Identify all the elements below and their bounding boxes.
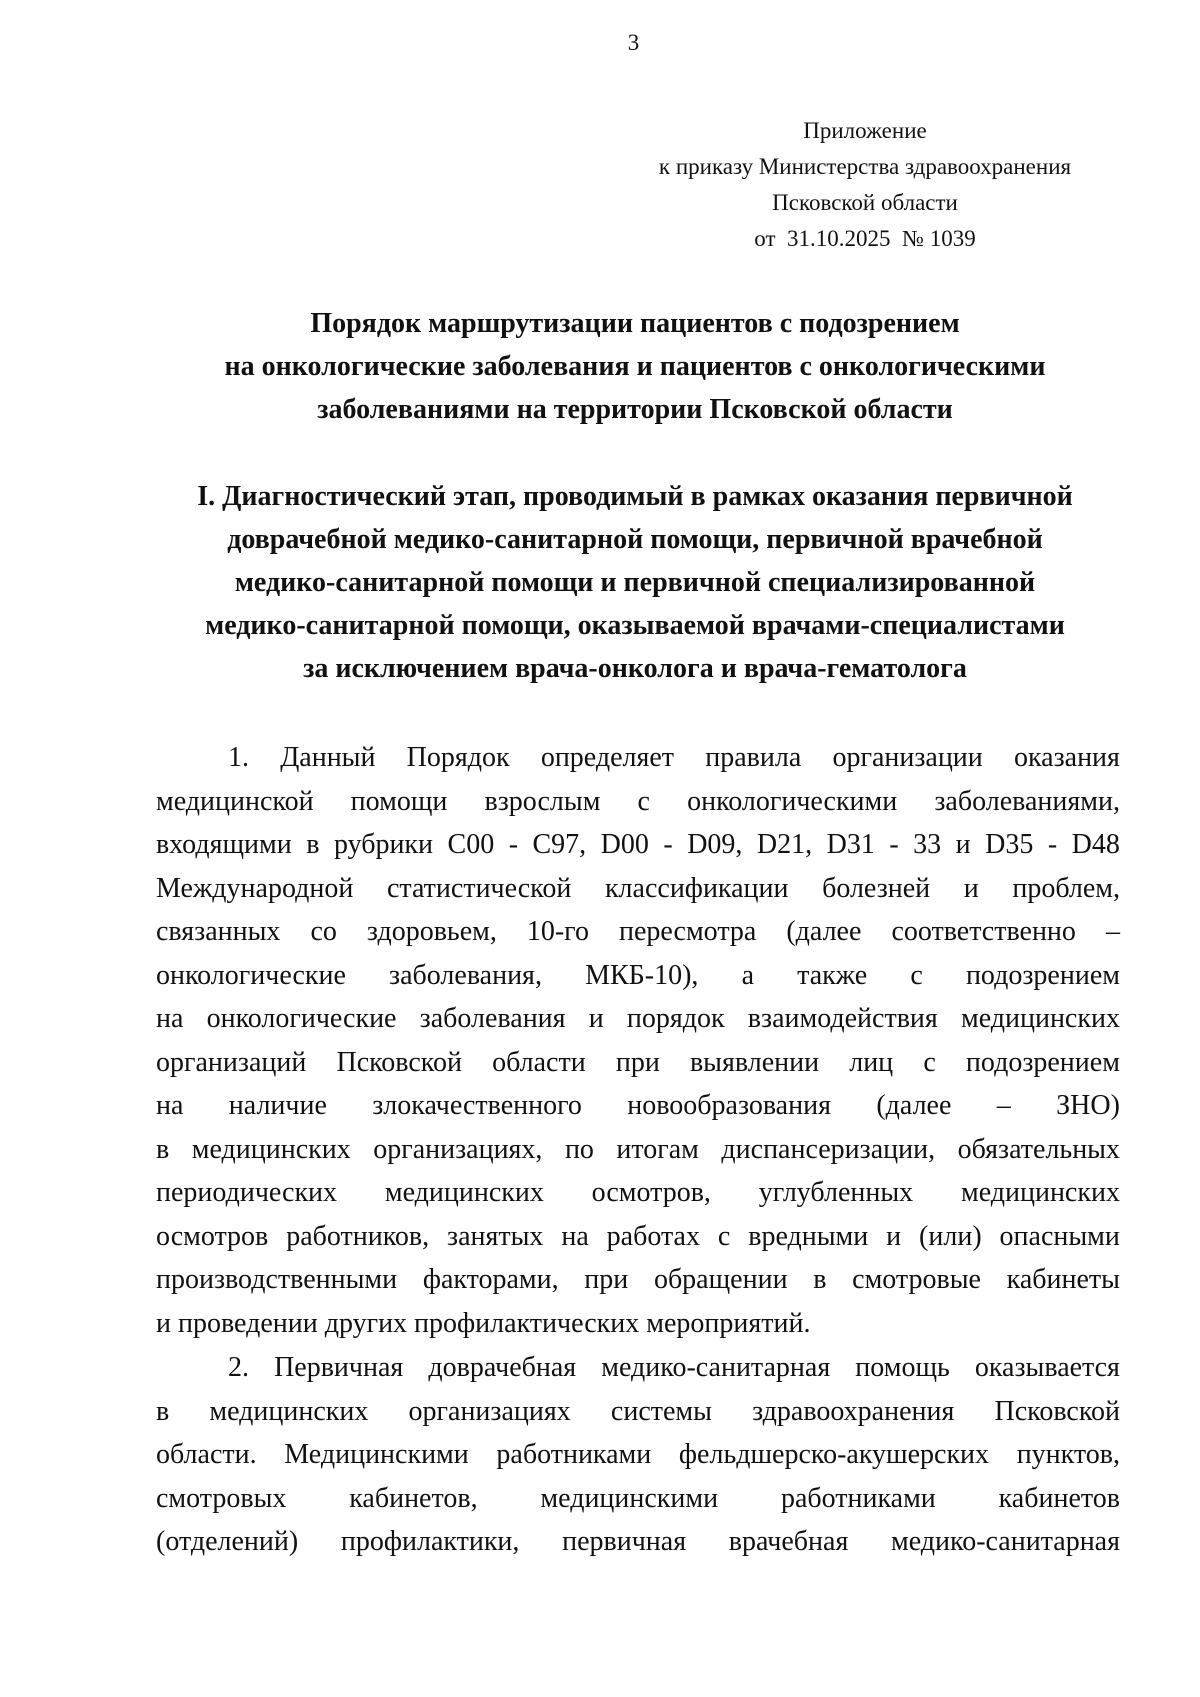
paragraph-line: на онкологические заболевания и порядок взаимодействия медицинских [156, 1003, 1120, 1034]
section-heading-line: за исключением врача-онколога и врача-гематолога [303, 653, 967, 684]
page-number: 3 [627, 30, 640, 55]
approval-line: от 31.10.2025 № 1039 [754, 226, 976, 251]
paragraph-line: в медицинских организациях, по итогам диспансеризации, обязательных [156, 1133, 1120, 1165]
approval-block [600, 113, 1130, 257]
approval-line: к приказу Министерства здравоохранения [658, 154, 1072, 179]
paragraph-line: осмотров работников, занятых на работах с вредными и (или) опасными [156, 1220, 1120, 1252]
paragraph-line: организаций Псковской области при выявлении лиц с подозрением [156, 1046, 1120, 1078]
section-heading-line: медико-санитарной помощи, оказываемой врачами-специалистами [205, 610, 1065, 641]
paragraph-line: 2. Первичная доврачебная медико-санитарная помощь оказывается [228, 1352, 1120, 1383]
paragraph-line: периодических медицинских осмотров, углубленных медицинских [156, 1177, 1120, 1208]
paragraph-line: медицинской помощи взрослым с онкологическими заболеваниями, [156, 785, 1120, 817]
paragraph-line: смотровых кабинетов, медицинскими работниками кабинетов [156, 1482, 1120, 1514]
paragraph-line: области. Медицинскими работниками фельдшерско-акушерских пунктов, [156, 1439, 1120, 1470]
paragraph-line: входящими в рубрики С00 - С97, D00 - D09, D21, D31 - 33 и D35 - D48 [156, 829, 1120, 860]
paragraph-line: в медицинских организациях системы здравоохранения Псковской [156, 1395, 1120, 1427]
approval-line: Псковской области [772, 190, 958, 215]
document-title [150, 302, 1120, 431]
section-heading-line: I. Диагностический этап, проводимый в рамках оказания первичной [197, 481, 1073, 512]
paragraph-line: Международной статистической классификации болезней и проблем, [156, 872, 1120, 904]
paragraph-2 [156, 1346, 1120, 1564]
section-heading-line: медико-санитарной помощи и первичной специализированной [234, 567, 1036, 598]
paragraph-1 [156, 736, 1120, 1345]
section-heading [150, 475, 1120, 690]
title-line: Порядок маршрутизации пациентов с подозрением [310, 308, 960, 339]
paragraph-line: 1. Данный Порядок определяет правила организации оказания [228, 742, 1120, 773]
paragraph-line: связанных со здоровьем, 10-го пересмотра (далее соответственно – [156, 916, 1120, 947]
paragraph-line: онкологические заболевания, МКБ-10), а также с подозрением [156, 959, 1120, 991]
paragraph-line: на наличие злокачественного новообразования (далее – ЗНО) [156, 1090, 1120, 1121]
section-heading-line: доврачебной медико-санитарной помощи, первичной врачебной [227, 524, 1043, 555]
title-line: заболеваниями на территории Псковской области [317, 394, 953, 425]
title-line: на онкологические заболевания и пациентов с онкологическими [224, 351, 1046, 382]
paragraph-line: производственными факторами, при обращении в смотровые кабинеты [156, 1264, 1120, 1295]
paragraph-line: (отделений) профилактики, первичная врачебная медико-санитарная [156, 1526, 1120, 1557]
approval-line: Приложение [803, 118, 927, 143]
paragraph-line: и проведении других профилактических мероприятий. [156, 1307, 811, 1339]
